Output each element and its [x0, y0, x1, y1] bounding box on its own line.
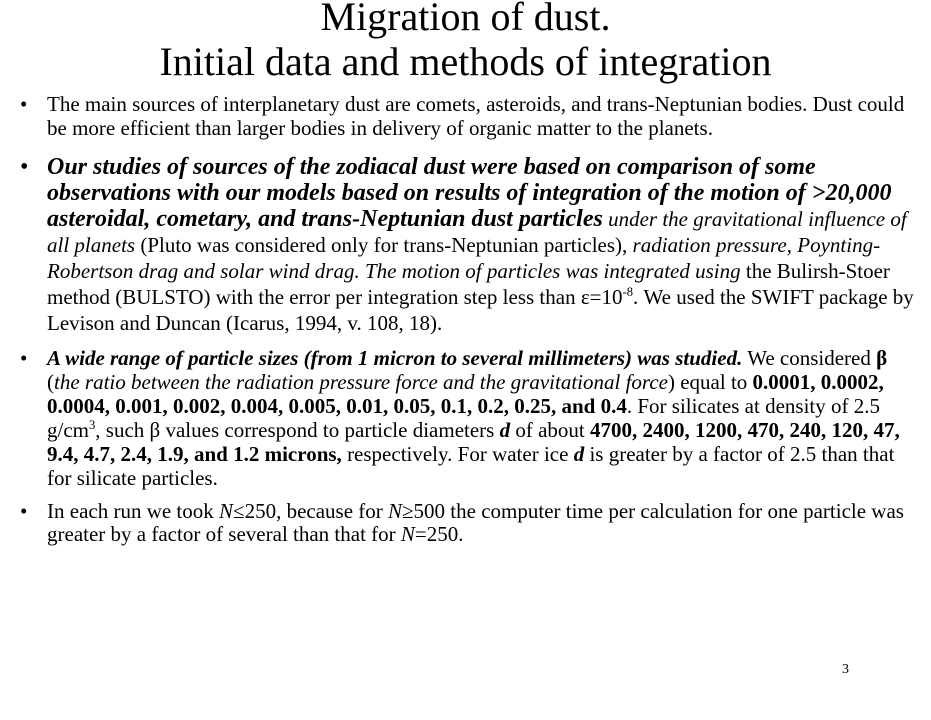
bullet-text: In each run we took — [47, 499, 220, 523]
n-symbol: N — [400, 522, 415, 546]
bullet-text: . We used the SWIFT package by Levison and Duncan (Icarus, 1994, v. 108, 18). — [47, 285, 914, 335]
bullet-text: =250. — [414, 522, 464, 546]
bullet-item-run-settings — [0, 500, 931, 546]
bullet-text: , such β values correspond to particle diameters — [95, 418, 500, 442]
bullet-text-emphasis: Our studies of sources of the zodiacal dust were based on comparison of some observations with our models based on results of integration of the motion of >20,000 asteroidal, cometary, and trans-Neptunian dust particles — [47, 154, 892, 232]
bullet-item-sources — [0, 92, 931, 140]
exponent: -8 — [622, 285, 633, 299]
bullet-dot: • — [20, 92, 28, 116]
title-line-2: Initial data and methods of integration — [159, 39, 772, 84]
beta-symbol: β — [876, 346, 888, 370]
bullet-text-emphasis: A wide range of particle sizes (from 1 micron to several millimeters) was studied. — [47, 346, 743, 370]
bullet-text: . For silicates at density of 2.5 g/cm — [47, 394, 880, 442]
bullet-dot: • — [20, 154, 29, 180]
bullet-text: ≤250, because for — [233, 499, 389, 523]
page-number: 3 — [842, 662, 849, 677]
diameter-symbol: d — [573, 442, 585, 466]
bullet-text: (Pluto was considered only for trans-Neptunian particles), — [135, 233, 633, 257]
bullet-item-particle-sizes — [0, 346, 931, 490]
bullet-text-italic: radiation pressure, Poynting-Robertson drag and solar wind drag. The motion of particles was integrated using — [47, 233, 881, 283]
bullet-text-italic: under the gravitational influence of all planets — [47, 207, 907, 257]
bullet-text: of about — [510, 418, 591, 442]
bullet-item-studies — [0, 154, 931, 336]
bullet-text-italic: the ratio between the radiation pressure force and the gravitational force — [54, 370, 668, 394]
n-symbol: N — [219, 499, 234, 523]
beta-values: 0.0001, 0.0002, 0.0004, 0.001, 0.002, 0.004, 0.005, 0.01, 0.05, 0.1, 0.2, 0.25, and 0.4 — [47, 370, 884, 418]
bullet-text: the Bulirsh-Stoer method (BULSTO) with the error per integration step less than ε=10 — [47, 259, 890, 309]
bullet-list — [0, 92, 931, 546]
exponent: 3 — [89, 418, 96, 432]
bullet-text: The main sources of interplanetary dust are comets, asteroids, and trans-Neptunian bodies. Dust could be more efficient than larger bodies in delivery of organic matter to the planets. — [47, 92, 905, 140]
bullet-text: ( — [47, 370, 54, 394]
bullet-dot: • — [20, 346, 28, 370]
bullet-text: ) equal to — [667, 370, 753, 394]
bullet-text: respectively. For water ice — [341, 442, 574, 466]
n-symbol: N — [388, 499, 403, 523]
title-line-1: Migration of dust. — [320, 0, 611, 39]
diameter-symbol: d — [499, 418, 511, 442]
diameter-values: 4700, 2400, 1200, 470, 240, 120, 47, 9.4, 4.7, 2.4, 1.9, and 1.2 microns, — [47, 418, 900, 466]
slide-title — [0, 0, 931, 84]
bullet-text: is greater by a factor of 2.5 than that for silicate particles. — [47, 442, 895, 490]
bullet-dot: • — [20, 499, 28, 523]
bullet-text: ≥500 the computer time per calculation for one particle was greater by a factor of several than that for — [47, 499, 904, 546]
bullet-text: We considered — [742, 346, 877, 370]
